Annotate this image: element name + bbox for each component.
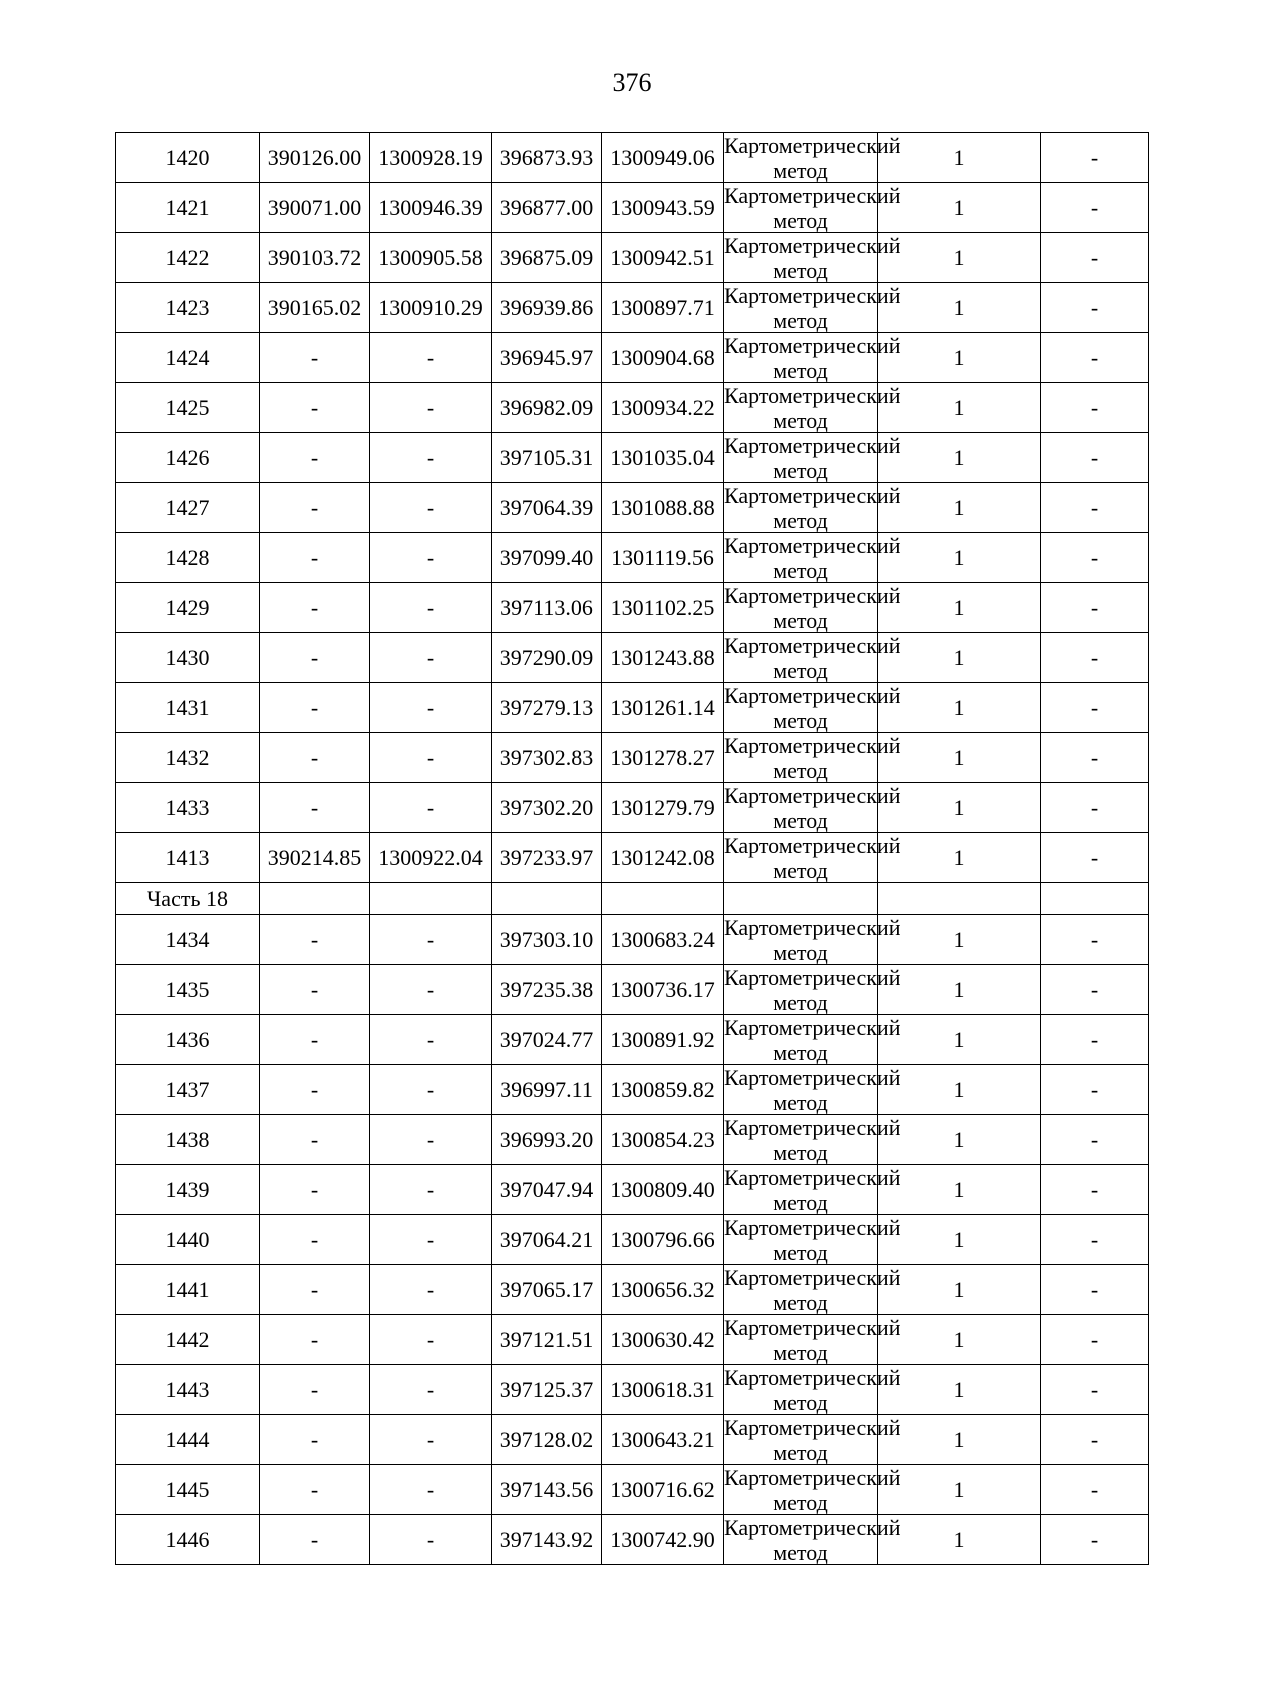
old-x-cell: -	[260, 1365, 370, 1415]
old-y-cell: -	[370, 433, 492, 483]
old-y-cell: -	[370, 733, 492, 783]
coordinates-table	[115, 132, 1149, 1565]
old-y-cell: 1300922.04	[370, 833, 492, 883]
new-y-cell: 1300742.90	[602, 1515, 724, 1565]
table-row	[116, 433, 1149, 483]
old-y-cell: -	[370, 483, 492, 533]
method-text: Картометрический метод	[724, 1465, 901, 1515]
note-cell: -	[1041, 1215, 1149, 1265]
table-body	[116, 133, 1149, 1565]
note-cell: -	[1041, 333, 1149, 383]
method-text: Картометрический метод	[724, 1365, 901, 1415]
table-row	[116, 1115, 1149, 1165]
empty-cell	[260, 883, 370, 915]
old-x-cell: -	[260, 1065, 370, 1115]
method-text: Картометрический метод	[724, 633, 901, 683]
new-x-cell: 397113.06	[492, 583, 602, 633]
old-x-cell: -	[260, 683, 370, 733]
point-number-cell: 1426	[116, 433, 260, 483]
accuracy-cell: 1	[878, 633, 1041, 683]
empty-cell	[1041, 883, 1149, 915]
old-y-cell: -	[370, 533, 492, 583]
accuracy-cell: 1	[878, 1065, 1041, 1115]
method-cell	[724, 133, 901, 183]
method-cell	[724, 1165, 901, 1215]
accuracy-cell: 1	[878, 283, 1041, 333]
new-x-cell: 397279.13	[492, 683, 602, 733]
table-row	[116, 1065, 1149, 1115]
accuracy-cell: 1	[878, 383, 1041, 433]
note-cell: -	[1041, 1465, 1149, 1515]
method-text: Картометрический метод	[724, 1065, 901, 1115]
table-row	[116, 1315, 1149, 1365]
old-y-cell: -	[370, 633, 492, 683]
note-cell: -	[1041, 783, 1149, 833]
empty-cell	[492, 883, 602, 915]
point-number-cell: 1442	[116, 1315, 260, 1365]
table-row	[116, 633, 1149, 683]
accuracy-cell: 1	[878, 965, 1041, 1015]
accuracy-cell: 1	[878, 1165, 1041, 1215]
point-number-cell: 1421	[116, 183, 260, 233]
table-row	[116, 283, 1149, 333]
method-text: Картометрический метод	[724, 683, 901, 733]
accuracy-cell: 1	[878, 483, 1041, 533]
old-y-cell: -	[370, 383, 492, 433]
old-y-cell: -	[370, 583, 492, 633]
method-text: Картометрический метод	[724, 1265, 901, 1315]
old-x-cell: -	[260, 783, 370, 833]
old-y-cell: -	[370, 1515, 492, 1565]
point-number-cell: 1422	[116, 233, 260, 283]
old-x-cell: -	[260, 533, 370, 583]
method-text: Картометрический метод	[724, 965, 901, 1015]
note-cell: -	[1041, 183, 1149, 233]
old-y-cell: 1300928.19	[370, 133, 492, 183]
point-number-cell: 1445	[116, 1465, 260, 1515]
method-cell	[724, 683, 901, 733]
method-cell	[724, 333, 901, 383]
new-x-cell: 397143.92	[492, 1515, 602, 1565]
method-cell	[724, 283, 901, 333]
old-y-cell: -	[370, 915, 492, 965]
new-x-cell: 397233.97	[492, 833, 602, 883]
point-number-cell: 1436	[116, 1015, 260, 1065]
new-y-cell: 1300656.32	[602, 1265, 724, 1315]
section-header-row	[116, 883, 1149, 915]
point-number-cell: 1438	[116, 1115, 260, 1165]
old-y-cell: -	[370, 1415, 492, 1465]
accuracy-cell: 1	[878, 1465, 1041, 1515]
new-x-cell: 397125.37	[492, 1365, 602, 1415]
old-y-cell: -	[370, 1365, 492, 1415]
table-row	[116, 783, 1149, 833]
old-x-cell: 390103.72	[260, 233, 370, 283]
accuracy-cell: 1	[878, 915, 1041, 965]
old-x-cell: 390165.02	[260, 283, 370, 333]
new-x-cell: 396982.09	[492, 383, 602, 433]
point-number-cell: 1423	[116, 283, 260, 333]
method-text: Картометрический метод	[724, 733, 901, 783]
new-y-cell: 1300736.17	[602, 965, 724, 1015]
note-cell: -	[1041, 433, 1149, 483]
note-cell: -	[1041, 483, 1149, 533]
table-row	[116, 915, 1149, 965]
old-x-cell: -	[260, 433, 370, 483]
note-cell: -	[1041, 1365, 1149, 1415]
table-row	[116, 965, 1149, 1015]
accuracy-cell: 1	[878, 433, 1041, 483]
accuracy-cell: 1	[878, 133, 1041, 183]
method-cell	[724, 383, 901, 433]
point-number-cell: 1429	[116, 583, 260, 633]
point-number-cell: 1435	[116, 965, 260, 1015]
old-x-cell: -	[260, 733, 370, 783]
table-row	[116, 233, 1149, 283]
accuracy-cell: 1	[878, 1365, 1041, 1415]
method-text: Картометрический метод	[724, 533, 901, 583]
old-y-cell: 1300905.58	[370, 233, 492, 283]
accuracy-cell: 1	[878, 333, 1041, 383]
new-y-cell: 1300859.82	[602, 1065, 724, 1115]
note-cell: -	[1041, 383, 1149, 433]
point-number-cell: 1437	[116, 1065, 260, 1115]
new-y-cell: 1300943.59	[602, 183, 724, 233]
old-y-cell: -	[370, 1465, 492, 1515]
method-cell	[724, 965, 901, 1015]
table-row	[116, 133, 1149, 183]
method-cell	[724, 233, 901, 283]
new-x-cell: 397302.83	[492, 733, 602, 783]
old-y-cell: -	[370, 683, 492, 733]
new-x-cell: 397303.10	[492, 915, 602, 965]
new-y-cell: 1300942.51	[602, 233, 724, 283]
point-number-cell: 1424	[116, 333, 260, 383]
table-row	[116, 1015, 1149, 1065]
point-number-cell: 1428	[116, 533, 260, 583]
note-cell: -	[1041, 1115, 1149, 1165]
method-text: Картометрический метод	[724, 483, 901, 533]
point-number-cell: 1443	[116, 1365, 260, 1415]
method-text: Картометрический метод	[724, 1215, 901, 1265]
new-x-cell: 397128.02	[492, 1415, 602, 1465]
new-y-cell: 1300904.68	[602, 333, 724, 383]
method-cell	[724, 533, 901, 583]
table-row	[116, 1265, 1149, 1315]
new-y-cell: 1300643.21	[602, 1415, 724, 1465]
point-number-cell: 1427	[116, 483, 260, 533]
new-x-cell: 396945.97	[492, 333, 602, 383]
point-number-cell: 1413	[116, 833, 260, 883]
point-number-cell: 1430	[116, 633, 260, 683]
old-x-cell: -	[260, 965, 370, 1015]
new-x-cell: 397302.20	[492, 783, 602, 833]
method-cell	[724, 633, 901, 683]
accuracy-cell: 1	[878, 1415, 1041, 1465]
new-y-cell: 1300683.24	[602, 915, 724, 965]
new-y-cell: 1301088.88	[602, 483, 724, 533]
old-x-cell: -	[260, 1115, 370, 1165]
old-y-cell: -	[370, 1015, 492, 1065]
method-text: Картометрический метод	[724, 233, 901, 283]
note-cell: -	[1041, 633, 1149, 683]
table-row	[116, 833, 1149, 883]
accuracy-cell: 1	[878, 783, 1041, 833]
table-row	[116, 1515, 1149, 1565]
new-y-cell: 1301242.08	[602, 833, 724, 883]
point-number-cell: 1425	[116, 383, 260, 433]
note-cell: -	[1041, 233, 1149, 283]
table-row	[116, 583, 1149, 633]
new-y-cell: 1301119.56	[602, 533, 724, 583]
old-x-cell: -	[260, 633, 370, 683]
note-cell: -	[1041, 965, 1149, 1015]
new-y-cell: 1300630.42	[602, 1315, 724, 1365]
old-x-cell: -	[260, 333, 370, 383]
method-cell	[724, 1315, 901, 1365]
new-x-cell: 396873.93	[492, 133, 602, 183]
note-cell: -	[1041, 833, 1149, 883]
new-x-cell: 396997.11	[492, 1065, 602, 1115]
new-x-cell: 397047.94	[492, 1165, 602, 1215]
new-x-cell: 397290.09	[492, 633, 602, 683]
method-cell	[724, 1065, 901, 1115]
new-y-cell: 1301278.27	[602, 733, 724, 783]
empty-cell	[370, 883, 492, 915]
accuracy-cell: 1	[878, 1315, 1041, 1365]
accuracy-cell: 1	[878, 233, 1041, 283]
old-y-cell: -	[370, 1265, 492, 1315]
accuracy-cell: 1	[878, 733, 1041, 783]
old-x-cell: -	[260, 1515, 370, 1565]
table-row	[116, 383, 1149, 433]
new-x-cell: 396993.20	[492, 1115, 602, 1165]
old-y-cell: -	[370, 1215, 492, 1265]
new-x-cell: 397064.39	[492, 483, 602, 533]
new-y-cell: 1301243.88	[602, 633, 724, 683]
old-y-cell: 1300910.29	[370, 283, 492, 333]
new-y-cell: 1301279.79	[602, 783, 724, 833]
method-text: Картометрический метод	[724, 283, 901, 333]
table-row	[116, 533, 1149, 583]
table-row	[116, 1165, 1149, 1215]
method-text: Картометрический метод	[724, 333, 901, 383]
new-y-cell: 1300618.31	[602, 1365, 724, 1415]
method-text: Картометрический метод	[724, 183, 901, 233]
method-cell	[724, 1465, 901, 1515]
new-y-cell: 1300796.66	[602, 1215, 724, 1265]
note-cell: -	[1041, 583, 1149, 633]
method-text: Картометрический метод	[724, 1315, 901, 1365]
method-cell	[724, 433, 901, 483]
note-cell: -	[1041, 133, 1149, 183]
note-cell: -	[1041, 1415, 1149, 1465]
new-y-cell: 1301102.25	[602, 583, 724, 633]
new-y-cell: 1301261.14	[602, 683, 724, 733]
old-x-cell: -	[260, 383, 370, 433]
new-y-cell: 1301035.04	[602, 433, 724, 483]
point-number-cell: 1441	[116, 1265, 260, 1315]
point-number-cell: 1439	[116, 1165, 260, 1215]
method-cell	[724, 583, 901, 633]
table-row	[116, 683, 1149, 733]
note-cell: -	[1041, 1515, 1149, 1565]
new-y-cell: 1300934.22	[602, 383, 724, 433]
old-x-cell: -	[260, 1465, 370, 1515]
old-x-cell: -	[260, 1415, 370, 1465]
new-x-cell: 396875.09	[492, 233, 602, 283]
old-y-cell: -	[370, 1115, 492, 1165]
point-number-cell: 1432	[116, 733, 260, 783]
new-x-cell: 397024.77	[492, 1015, 602, 1065]
method-text: Картометрический метод	[724, 1165, 901, 1215]
table-row	[116, 1415, 1149, 1465]
point-number-cell: 1420	[116, 133, 260, 183]
method-text: Картометрический метод	[724, 133, 901, 183]
method-cell	[724, 483, 901, 533]
old-y-cell: -	[370, 1065, 492, 1115]
new-y-cell: 1300897.71	[602, 283, 724, 333]
method-cell	[724, 1515, 901, 1565]
method-cell	[724, 833, 901, 883]
note-cell: -	[1041, 1315, 1149, 1365]
method-text: Картометрический метод	[724, 383, 901, 433]
table-row	[116, 483, 1149, 533]
old-x-cell: 390071.00	[260, 183, 370, 233]
point-number-cell: 1446	[116, 1515, 260, 1565]
accuracy-cell: 1	[878, 1265, 1041, 1315]
method-text: Картометрический метод	[724, 833, 901, 883]
method-cell	[724, 1265, 901, 1315]
point-number-cell: 1433	[116, 783, 260, 833]
accuracy-cell: 1	[878, 683, 1041, 733]
accuracy-cell: 1	[878, 1115, 1041, 1165]
old-x-cell: -	[260, 1165, 370, 1215]
note-cell: -	[1041, 1165, 1149, 1215]
new-y-cell: 1300809.40	[602, 1165, 724, 1215]
table-row	[116, 1465, 1149, 1515]
new-x-cell: 397121.51	[492, 1315, 602, 1365]
new-x-cell: 397143.56	[492, 1465, 602, 1515]
old-x-cell: -	[260, 583, 370, 633]
method-cell	[724, 733, 901, 783]
new-x-cell: 396939.86	[492, 283, 602, 333]
new-x-cell: 396877.00	[492, 183, 602, 233]
accuracy-cell: 1	[878, 183, 1041, 233]
old-y-cell: -	[370, 965, 492, 1015]
old-x-cell: 390126.00	[260, 133, 370, 183]
method-text: Картометрический метод	[724, 433, 901, 483]
empty-cell	[724, 883, 878, 915]
table-row	[116, 1215, 1149, 1265]
method-cell	[724, 1115, 901, 1165]
old-y-cell: -	[370, 1315, 492, 1365]
note-cell: -	[1041, 1065, 1149, 1115]
method-cell	[724, 783, 901, 833]
new-y-cell: 1300949.06	[602, 133, 724, 183]
accuracy-cell: 1	[878, 1215, 1041, 1265]
note-cell: -	[1041, 533, 1149, 583]
note-cell: -	[1041, 1265, 1149, 1315]
table-row	[116, 333, 1149, 383]
table-row	[116, 733, 1149, 783]
new-y-cell: 1300891.92	[602, 1015, 724, 1065]
table-row	[116, 1365, 1149, 1415]
old-x-cell: 390214.85	[260, 833, 370, 883]
old-y-cell: -	[370, 1165, 492, 1215]
method-cell	[724, 915, 901, 965]
new-x-cell: 397105.31	[492, 433, 602, 483]
method-cell	[724, 1415, 901, 1465]
table-row	[116, 183, 1149, 233]
method-text: Картометрический метод	[724, 583, 901, 633]
note-cell: -	[1041, 915, 1149, 965]
accuracy-cell: 1	[878, 533, 1041, 583]
point-number-cell: 1434	[116, 915, 260, 965]
point-number-cell: 1431	[116, 683, 260, 733]
note-cell: -	[1041, 1015, 1149, 1065]
old-y-cell: -	[370, 333, 492, 383]
empty-cell	[878, 883, 1041, 915]
old-y-cell: -	[370, 783, 492, 833]
new-y-cell: 1300716.62	[602, 1465, 724, 1515]
accuracy-cell: 1	[878, 1015, 1041, 1065]
old-x-cell: -	[260, 1315, 370, 1365]
method-text: Картометрический метод	[724, 1115, 901, 1165]
note-cell: -	[1041, 733, 1149, 783]
old-y-cell: 1300946.39	[370, 183, 492, 233]
accuracy-cell: 1	[878, 1515, 1041, 1565]
old-x-cell: -	[260, 1265, 370, 1315]
empty-cell	[602, 883, 724, 915]
old-x-cell: -	[260, 1215, 370, 1265]
accuracy-cell: 1	[878, 583, 1041, 633]
page-number: 376	[612, 68, 652, 97]
method-cell	[724, 1215, 901, 1265]
point-number-cell: 1444	[116, 1415, 260, 1465]
old-x-cell: -	[260, 1015, 370, 1065]
note-cell: -	[1041, 283, 1149, 333]
method-text: Картометрический метод	[724, 783, 901, 833]
method-cell	[724, 1015, 901, 1065]
new-y-cell: 1300854.23	[602, 1115, 724, 1165]
section-label: Часть 18	[116, 883, 260, 915]
method-cell	[724, 183, 901, 233]
old-x-cell: -	[260, 915, 370, 965]
new-x-cell: 397235.38	[492, 965, 602, 1015]
old-x-cell: -	[260, 483, 370, 533]
new-x-cell: 397099.40	[492, 533, 602, 583]
accuracy-cell: 1	[878, 833, 1041, 883]
point-number-cell: 1440	[116, 1215, 260, 1265]
method-cell	[724, 1365, 901, 1415]
note-cell: -	[1041, 683, 1149, 733]
method-text: Картометрический метод	[724, 915, 901, 965]
method-text: Картометрический метод	[724, 1015, 901, 1065]
method-text: Картометрический метод	[724, 1415, 901, 1465]
method-text: Картометрический метод	[724, 1515, 901, 1565]
new-x-cell: 397065.17	[492, 1265, 602, 1315]
new-x-cell: 397064.21	[492, 1215, 602, 1265]
